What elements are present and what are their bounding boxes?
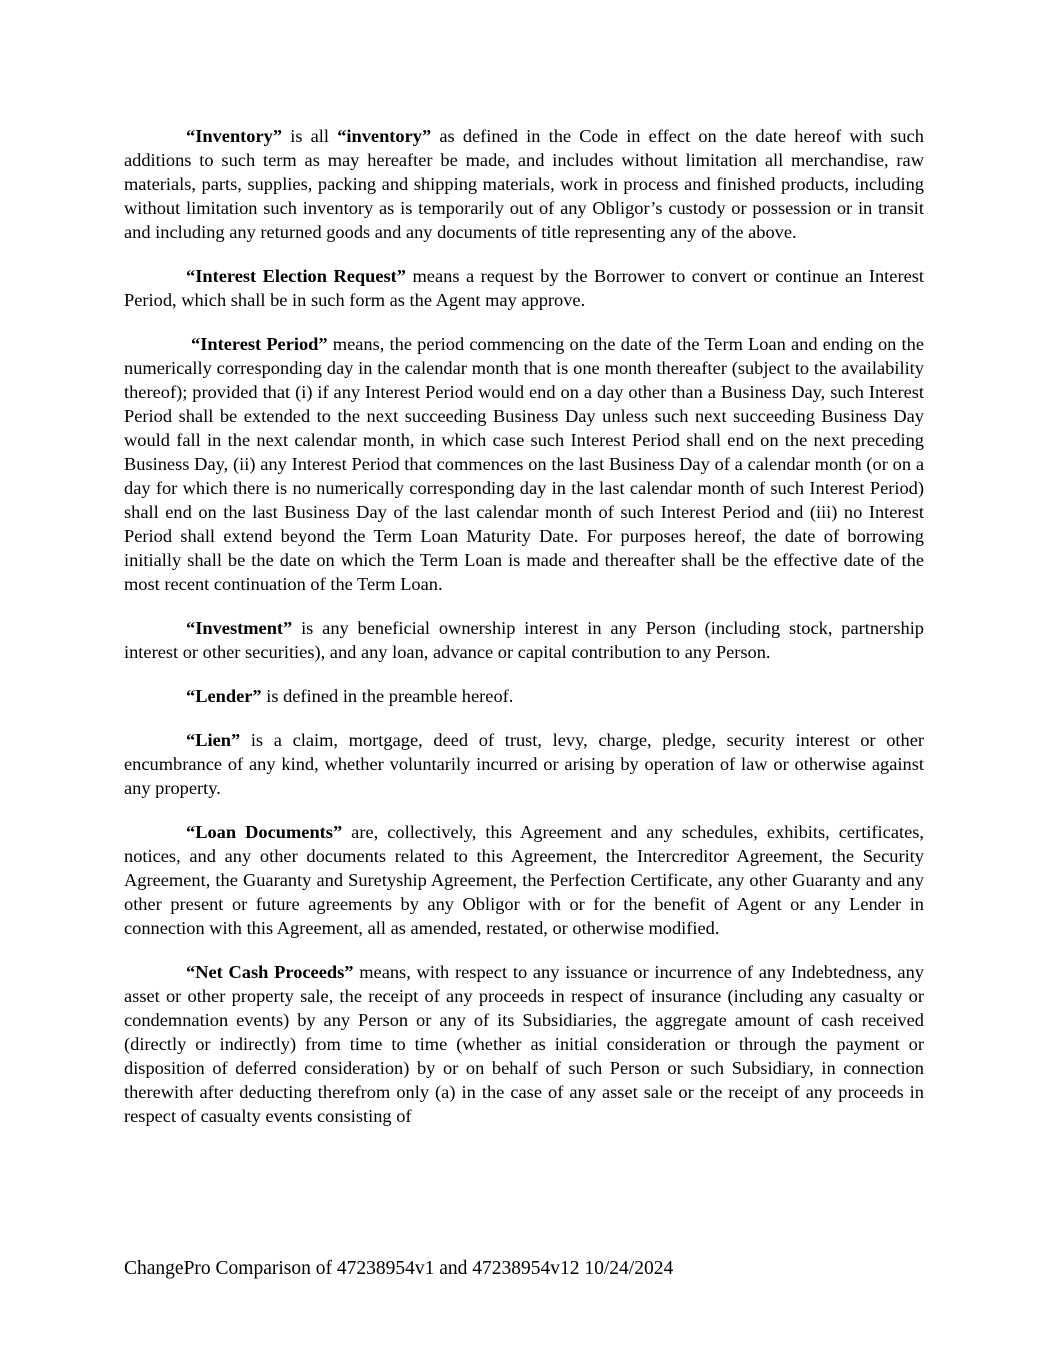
- definition-investment: [124, 616, 924, 664]
- defined-term: “Loan Documents”: [186, 822, 343, 842]
- definition-text: is a claim, mortgage, deed of trust, levy, charge, pledge, security interest or other encumbrance of any kind, whether voluntarily incurred or arising by operation of law or otherwise against any property.: [124, 730, 924, 798]
- defined-term: “Investment”: [186, 618, 293, 638]
- definition-text: means, the period commencing on the date of the Term Loan and ending on the numerically corresponding day in the calendar month that is one month thereafter (subject to the availability thereof); provided that (i) if any Interest Period would end on a day other than a Business Day, such Interest Period shall be extended to the next succeeding Business Day unless such next succeeding Business Day would fall in the next calendar month, in which case such Interest Period shall end on the next preceding Business Day, (ii) any Interest Period that commences on the last Business Day of a calendar month (or on a day for which there is no numerically corresponding day in the last calendar month of such Interest Period) shall end on the last Business Day of the last calendar month of such Interest Period and (iii) no Interest Period shall extend beyond the Term Loan Maturity Date. For purposes hereof, the date of borrowing initially shall be the date on which the Term Loan is made and thereafter shall be the effective date of the most recent continuation of the Term Loan.: [124, 334, 924, 594]
- definition-lender: [124, 684, 924, 708]
- defined-term: “Net Cash Proceeds”: [186, 962, 354, 982]
- definition-text: are, collectively, this Agreement and any schedules, exhibits, certificates, notices, and any other documents related to this Agreement, the Intercreditor Agreement, the Security Agreement, the Guaranty and Suretyship Agreement, the Perfection Certificate, any other Guaranty and any other present or future agreements by any Obligor with or for the benefit of Agent or any Lender in connection with this Agreement, all as amended, restated, or otherwise modified.: [124, 822, 925, 938]
- defined-term: “Inventory”: [186, 126, 283, 146]
- definition-text: is defined in the preamble hereof.: [261, 686, 514, 706]
- definition-loan-documents: [124, 820, 924, 940]
- definition-interest-period: [124, 332, 924, 596]
- definition-interest-election-request: [124, 264, 924, 312]
- defined-term: “Lien”: [186, 730, 241, 750]
- definition-inventory: [124, 124, 924, 244]
- defined-term: “Lender”: [186, 686, 262, 706]
- definition-text: is any beneficial ownership interest in any Person (including stock, partnership interest or other securities), and any loan, advance or capital contribution to any Person.: [124, 618, 924, 662]
- defined-term-inline: “inventory”: [337, 126, 432, 146]
- defined-term: “Interest Election Request”: [186, 266, 407, 286]
- definition-text: as defined in the Code in effect on the date hereof with such additions to such term as may hereafter be made, and includes without limitation all merchandise, raw materials, parts, supplies, packing and shipping materials, work in process and finished products, including without limitation such inventory as is temporarily out of any Obligor’s custody or possession or in transit and including any returned goods and any documents of title representing any of the above.: [124, 126, 924, 242]
- definition-lien: [124, 728, 924, 800]
- definition-text: means a request by the Borrower to convert or continue an Interest Period, which shall be in such form as the Agent may approve.: [124, 266, 925, 310]
- document-body: [124, 124, 924, 1148]
- definition-net-cash-proceeds: [124, 960, 924, 1128]
- defined-term: “Interest Period”: [191, 334, 328, 354]
- definition-text: is all: [282, 126, 338, 146]
- definition-text: means, with respect to any issuance or incurrence of any Indebtedness, any asset or other property sale, the receipt of any proceeds in respect of insurance (including any casualty or condemnation events) by any Person or any of its Subsidiaries, the aggregate amount of cash received (directly or indirectly) from time to time (whether as initial consideration or through the payment or disposition of deferred consideration) by or on behalf of such Person or such Subsidiary, in connection therewith after deducting therefrom only (a) in the case of any asset sale or the receipt of any proceeds in respect of casualty events consisting of: [124, 962, 924, 1126]
- page-footer: ChangePro Comparison of 47238954v1 and 47238954v12 10/24/2024: [124, 1258, 674, 1279]
